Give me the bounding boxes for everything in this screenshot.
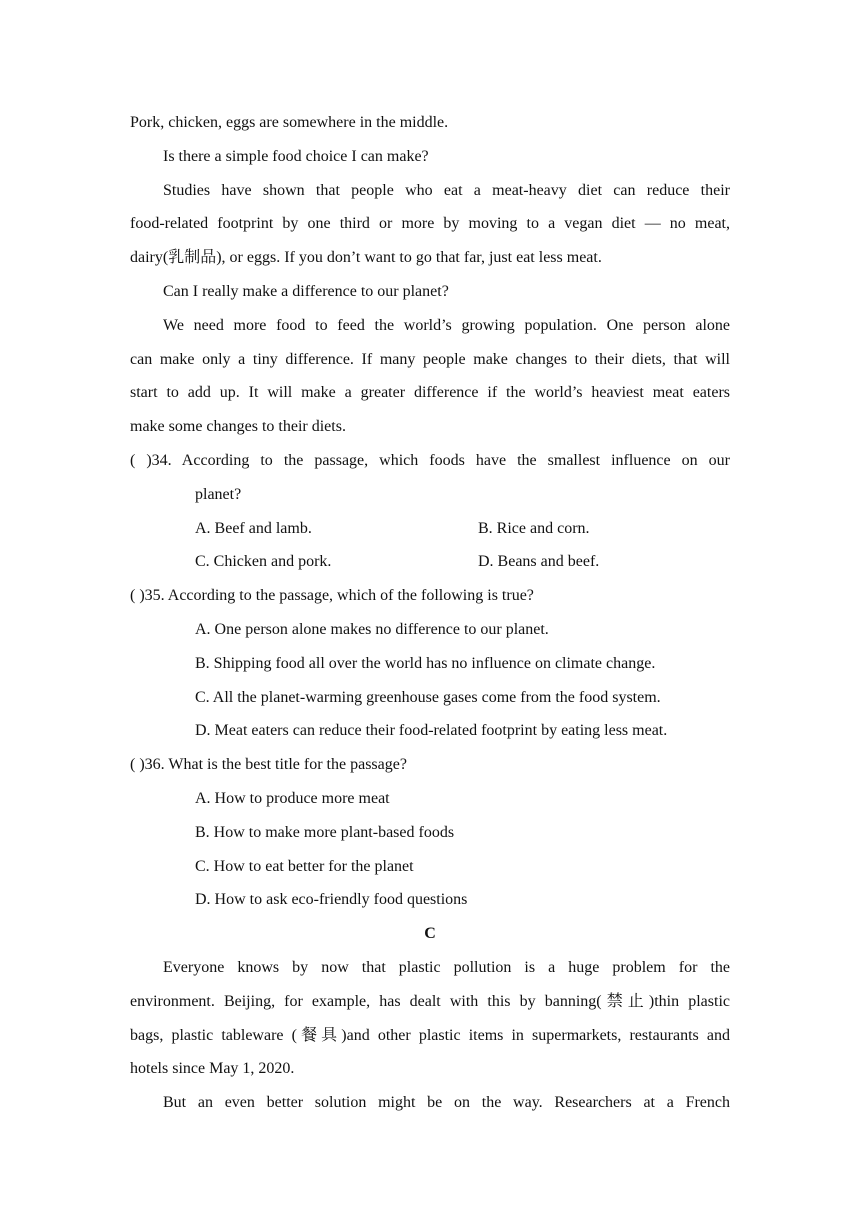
passage-line: start to add up. It will make a greater difference if the world’s heaviest meat eaters (130, 384, 730, 402)
passage-line: make some changes to their diets. (130, 418, 346, 436)
question-35-stem: ( )35. According to the passage, which of the following is true? (130, 587, 534, 605)
option-d: D. How to ask eco-friendly food questions (195, 891, 468, 909)
passage-line: hotels since May 1, 2020. (130, 1060, 295, 1078)
passage-line: Pork, chicken, eggs are somewhere in the middle. (130, 114, 449, 131)
passage-line: can make only a tiny difference. If many people make changes to their diets, that will (130, 350, 730, 368)
option-b: B. How to make more plant-based foods (195, 823, 455, 841)
option-a: A. One person alone makes no difference to our planet. (195, 620, 549, 638)
question-36-stem: ( )36. What is the best title for the passage? (130, 756, 407, 774)
passage-subheading: Is there a simple food choice I can make? (163, 147, 429, 165)
passage-line: dairy(乳制品), or eggs. If you don’t want to go that far, just eat less meat. (130, 249, 602, 267)
option-c: C. All the planet-warming greenhouse gases come from the food system. (195, 688, 661, 706)
option-c: C. Chicken and pork. (195, 553, 332, 571)
option-d: D. Beans and beef. (478, 553, 600, 571)
option-a: A. Beef and lamb. (195, 519, 312, 537)
passage-line: Studies have shown that people who eat a meat-heavy diet can reduce their (163, 181, 730, 199)
passage-line: environment. Beijing, for example, has dealt with this by banning(禁止)thin plastic (130, 992, 730, 1010)
question-34-options-row-1 (130, 512, 730, 546)
option-d: D. Meat eaters can reduce their food-related footprint by eating less meat. (195, 722, 668, 740)
passage-line: bags, plastic tableware (餐具)and other plastic items in supermarkets, restaurants and (130, 1026, 730, 1044)
option-a: A. How to produce more meat (195, 789, 390, 807)
option-b: B. Rice and corn. (478, 519, 590, 537)
option-b: B. Shipping food all over the world has no influence on climate change. (195, 654, 656, 672)
section-heading-c: C (424, 925, 436, 943)
passage-line: But an even better solution might be on the way. Researchers at a French (163, 1094, 730, 1112)
passage-line: food-related footprint by one third or more by moving to a vegan diet — no meat, (130, 215, 730, 233)
passage-line: Everyone knows by now that plastic pollution is a huge problem for the (163, 958, 730, 976)
page-content (130, 106, 730, 1120)
passage-line: We need more food to feed the world’s growing population. One person alone (163, 316, 730, 334)
question-34-stem-continued: planet? (195, 485, 242, 503)
question-34-stem: ( )34. According to the passage, which foods have the smallest influence on our (130, 451, 730, 469)
option-c: C. How to eat better for the planet (195, 857, 414, 875)
passage-subheading: Can I really make a difference to our planet? (163, 282, 449, 300)
question-34-options-row-2 (130, 545, 730, 579)
